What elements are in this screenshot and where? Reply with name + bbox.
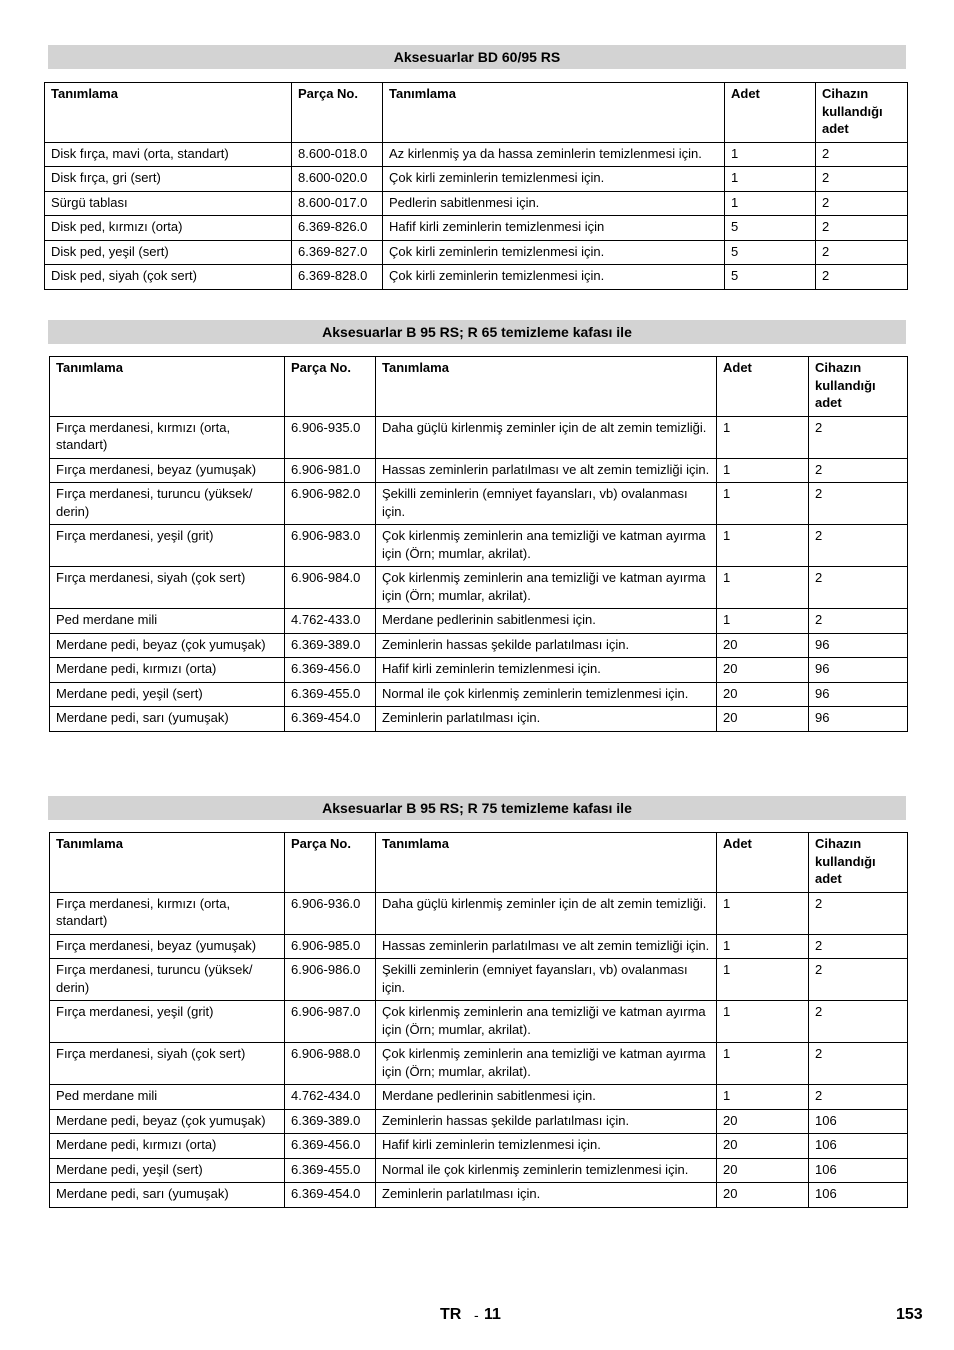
cell-quantity: 1 (717, 525, 809, 567)
cell-quantity: 5 (725, 240, 816, 265)
cell-part-number: 6.906-936.0 (285, 892, 376, 934)
cell-device-quantity: 2 (816, 142, 908, 167)
cell-part-number: 6.906-983.0 (285, 525, 376, 567)
header-name: Tanımlama (50, 833, 285, 893)
cell-description: Hassas zeminlerin parlatılması ve alt zemin temizliği için. (376, 934, 717, 959)
header-description: Tanımlama (376, 357, 717, 417)
header-row (50, 833, 908, 893)
cell-description: Çok kirli zeminlerin temizlenmesi için. (383, 240, 725, 265)
table-row (50, 567, 908, 609)
cell-name: Fırça merdanesi, yeşil (grit) (50, 1001, 285, 1043)
cell-device-quantity: 2 (816, 265, 908, 290)
table-row (50, 458, 908, 483)
header-row (50, 357, 908, 417)
cell-name: Fırça merdanesi, turuncu (yüksek/ derin) (50, 959, 285, 1001)
cell-description: Daha güçlü kirlenmiş zeminler için de alt zemin temizliği. (376, 892, 717, 934)
cell-part-number: 6.369-826.0 (292, 216, 383, 241)
table-row (45, 167, 908, 192)
section-title: Aksesuarlar B 95 RS; R 65 temizleme kafası ile (48, 320, 906, 344)
cell-name: Merdane pedi, kırmızı (orta) (50, 1134, 285, 1159)
table-row (50, 1085, 908, 1110)
cell-description: Normal ile çok kirlenmiş zeminlerin temizlenmesi için. (376, 682, 717, 707)
cell-device-quantity: 2 (816, 191, 908, 216)
cell-quantity: 1 (717, 458, 809, 483)
cell-part-number: 6.369-454.0 (285, 707, 376, 732)
cell-part-number: 6.369-827.0 (292, 240, 383, 265)
cell-device-quantity: 106 (809, 1183, 908, 1208)
cell-description: Çok kirlenmiş zeminlerin ana temizliği ve katman ayırma için (Örn; mumlar, akrilat). (376, 567, 717, 609)
cell-quantity: 1 (717, 609, 809, 634)
cell-part-number: 6.369-455.0 (285, 1158, 376, 1183)
cell-description: Zeminlerin parlatılması için. (376, 1183, 717, 1208)
cell-description: Daha güçlü kirlenmiş zeminler için de alt zemin temizliği. (376, 416, 717, 458)
cell-quantity: 1 (717, 1085, 809, 1110)
cell-name: Ped merdane mili (50, 609, 285, 634)
cell-part-number: 8.600-020.0 (292, 167, 383, 192)
cell-part-number: 6.369-456.0 (285, 1134, 376, 1159)
cell-part-number: 6.906-935.0 (285, 416, 376, 458)
header-row (45, 83, 908, 143)
cell-quantity: 1 (717, 934, 809, 959)
cell-part-number: 8.600-018.0 (292, 142, 383, 167)
cell-quantity: 1 (717, 959, 809, 1001)
cell-quantity: 1 (717, 567, 809, 609)
cell-description: Az kirlenmiş ya da hassa zeminlerin temizlenmesi için. (383, 142, 725, 167)
cell-device-quantity: 2 (816, 216, 908, 241)
cell-quantity: 20 (717, 658, 809, 683)
cell-device-quantity: 96 (809, 658, 908, 683)
cell-device-quantity: 2 (809, 458, 908, 483)
cell-device-quantity: 2 (809, 567, 908, 609)
cell-description: Hassas zeminlerin parlatılması ve alt zemin temizliği için. (376, 458, 717, 483)
table-row (45, 216, 908, 241)
header-name: Tanımlama (50, 357, 285, 417)
cell-part-number: 8.600-017.0 (292, 191, 383, 216)
cell-description: Çok kirlenmiş zeminlerin ana temizliği ve katman ayırma için (Örn; mumlar, akrilat). (376, 1001, 717, 1043)
cell-name: Disk fırça, mavi (orta, standart) (45, 142, 292, 167)
cell-name: Disk fırça, gri (sert) (45, 167, 292, 192)
cell-part-number: 6.369-389.0 (285, 1109, 376, 1134)
cell-quantity: 1 (717, 416, 809, 458)
cell-name: Fırça merdanesi, kırmızı (orta, standart) (50, 892, 285, 934)
cell-quantity: 20 (717, 1134, 809, 1159)
cell-quantity: 20 (717, 1183, 809, 1208)
header-description: Tanımlama (383, 83, 725, 143)
cell-device-quantity: 106 (809, 1109, 908, 1134)
cell-quantity: 20 (717, 633, 809, 658)
cell-part-number: 6.369-828.0 (292, 265, 383, 290)
cell-description: Normal ile çok kirlenmiş zeminlerin temizlenmesi için. (376, 1158, 717, 1183)
cell-device-quantity: 2 (809, 1043, 908, 1085)
table-row (50, 633, 908, 658)
cell-quantity: 20 (717, 1158, 809, 1183)
cell-part-number: 6.906-985.0 (285, 934, 376, 959)
cell-device-quantity: 2 (809, 416, 908, 458)
table-row (45, 142, 908, 167)
cell-part-number: 6.369-455.0 (285, 682, 376, 707)
accessories-table (44, 82, 908, 290)
table-row (50, 1001, 908, 1043)
cell-name: Merdane pedi, beyaz (çok yumuşak) (50, 1109, 285, 1134)
cell-quantity: 1 (725, 191, 816, 216)
footer-section-page: 11 (484, 1306, 501, 1323)
cell-name: Merdane pedi, yeşil (sert) (50, 682, 285, 707)
cell-description: Pedlerin sabitlenmesi için. (383, 191, 725, 216)
header-part-number: Parça No. (285, 357, 376, 417)
header-part-number: Parça No. (285, 833, 376, 893)
table-row (50, 1183, 908, 1208)
cell-part-number: 6.906-986.0 (285, 959, 376, 1001)
cell-part-number: 6.906-987.0 (285, 1001, 376, 1043)
header-description: Tanımlama (376, 833, 717, 893)
cell-part-number: 6.906-981.0 (285, 458, 376, 483)
cell-quantity: 1 (717, 1001, 809, 1043)
cell-name: Merdane pedi, kırmızı (orta) (50, 658, 285, 683)
table-row (50, 1134, 908, 1159)
cell-name: Merdane pedi, yeşil (sert) (50, 1158, 285, 1183)
cell-part-number: 6.369-456.0 (285, 658, 376, 683)
cell-description: Çok kirli zeminlerin temizlenmesi için. (383, 167, 725, 192)
cell-quantity: 20 (717, 707, 809, 732)
table-row (50, 682, 908, 707)
cell-device-quantity: 2 (809, 934, 908, 959)
cell-device-quantity: 106 (809, 1158, 908, 1183)
cell-description: Merdane pedlerinin sabitlenmesi için. (376, 609, 717, 634)
table-row (50, 707, 908, 732)
cell-device-quantity: 2 (809, 959, 908, 1001)
cell-description: Merdane pedlerinin sabitlenmesi için. (376, 1085, 717, 1110)
accessories-table (49, 356, 908, 732)
cell-name: Sürgü tablası (45, 191, 292, 216)
cell-part-number: 6.369-454.0 (285, 1183, 376, 1208)
cell-part-number: 4.762-434.0 (285, 1085, 376, 1110)
cell-name: Fırça merdanesi, yeşil (grit) (50, 525, 285, 567)
cell-part-number: 6.906-982.0 (285, 483, 376, 525)
header-device-quantity: Cihazın kullandığı adet (809, 357, 908, 417)
header-quantity: Adet (717, 357, 809, 417)
header-quantity: Adet (725, 83, 816, 143)
cell-device-quantity: 96 (809, 707, 908, 732)
cell-quantity: 1 (717, 892, 809, 934)
cell-device-quantity: 2 (809, 525, 908, 567)
cell-description: Hafif kirli zeminlerin temizlenmesi için. (376, 1134, 717, 1159)
cell-quantity: 20 (717, 1109, 809, 1134)
cell-description: Zeminlerin hassas şekilde parlatılması için. (376, 633, 717, 658)
cell-name: Disk ped, kırmızı (orta) (45, 216, 292, 241)
cell-description: Şekilli zeminlerin (emniyet fayansları, vb) ovalanması için. (376, 483, 717, 525)
cell-name: Fırça merdanesi, turuncu (yüksek/ derin) (50, 483, 285, 525)
footer-separator: - (474, 1307, 479, 1323)
cell-part-number: 4.762-433.0 (285, 609, 376, 634)
header-name: Tanımlama (45, 83, 292, 143)
cell-device-quantity: 2 (809, 1001, 908, 1043)
cell-quantity: 5 (725, 265, 816, 290)
cell-part-number: 6.906-984.0 (285, 567, 376, 609)
table-row (50, 934, 908, 959)
table-row (50, 483, 908, 525)
cell-description: Hafif kirli zeminlerin temizlenmesi için (383, 216, 725, 241)
table-row (50, 959, 908, 1001)
footer-language: TR (440, 1306, 462, 1323)
cell-quantity: 1 (725, 142, 816, 167)
header-quantity: Adet (717, 833, 809, 893)
cell-name: Merdane pedi, sarı (yumuşak) (50, 1183, 285, 1208)
cell-quantity: 1 (717, 1043, 809, 1085)
table-row (50, 1109, 908, 1134)
cell-description: Zeminlerin hassas şekilde parlatılması için. (376, 1109, 717, 1134)
cell-name: Ped merdane mili (50, 1085, 285, 1110)
cell-quantity: 5 (725, 216, 816, 241)
cell-device-quantity: 106 (809, 1134, 908, 1159)
page-number: 153 (896, 1306, 923, 1323)
cell-description: Şekilli zeminlerin (emniyet fayansları, vb) ovalanması için. (376, 959, 717, 1001)
accessories-table (49, 832, 908, 1208)
cell-name: Fırça merdanesi, siyah (çok sert) (50, 1043, 285, 1085)
cell-name: Merdane pedi, sarı (yumuşak) (50, 707, 285, 732)
cell-device-quantity: 96 (809, 682, 908, 707)
cell-name: Disk ped, siyah (çok sert) (45, 265, 292, 290)
cell-description: Hafif kirli zeminlerin temizlenmesi için. (376, 658, 717, 683)
header-device-quantity: Cihazın kullandığı adet (809, 833, 908, 893)
cell-name: Disk ped, yeşil (sert) (45, 240, 292, 265)
cell-device-quantity: 2 (809, 483, 908, 525)
table-row (50, 525, 908, 567)
table-row (50, 1043, 908, 1085)
cell-part-number: 6.906-988.0 (285, 1043, 376, 1085)
cell-quantity: 20 (717, 682, 809, 707)
cell-name: Fırça merdanesi, siyah (çok sert) (50, 567, 285, 609)
table-row (50, 416, 908, 458)
cell-description: Çok kirli zeminlerin temizlenmesi için. (383, 265, 725, 290)
table-row (50, 1158, 908, 1183)
cell-description: Zeminlerin parlatılması için. (376, 707, 717, 732)
cell-device-quantity: 2 (809, 1085, 908, 1110)
cell-device-quantity: 2 (809, 892, 908, 934)
header-device-quantity: Cihazın kullandığı adet (816, 83, 908, 143)
cell-quantity: 1 (717, 483, 809, 525)
cell-device-quantity: 96 (809, 633, 908, 658)
cell-description: Çok kirlenmiş zeminlerin ana temizliği ve katman ayırma için (Örn; mumlar, akrilat). (376, 525, 717, 567)
cell-name: Fırça merdanesi, beyaz (yumuşak) (50, 458, 285, 483)
cell-name: Fırça merdanesi, beyaz (yumuşak) (50, 934, 285, 959)
cell-name: Merdane pedi, beyaz (çok yumuşak) (50, 633, 285, 658)
table-row (50, 609, 908, 634)
table-row (50, 658, 908, 683)
cell-name: Fırça merdanesi, kırmızı (orta, standart) (50, 416, 285, 458)
section-title: Aksesuarlar BD 60/95 RS (48, 45, 906, 69)
table-row (45, 265, 908, 290)
table-row (50, 892, 908, 934)
cell-part-number: 6.369-389.0 (285, 633, 376, 658)
header-part-number: Parça No. (292, 83, 383, 143)
cell-device-quantity: 2 (816, 240, 908, 265)
cell-description: Çok kirlenmiş zeminlerin ana temizliği ve katman ayırma için (Örn; mumlar, akrilat). (376, 1043, 717, 1085)
cell-device-quantity: 2 (809, 609, 908, 634)
cell-quantity: 1 (725, 167, 816, 192)
table-row (45, 191, 908, 216)
section-title: Aksesuarlar B 95 RS; R 75 temizleme kafası ile (48, 796, 906, 820)
cell-device-quantity: 2 (816, 167, 908, 192)
table-row (45, 240, 908, 265)
